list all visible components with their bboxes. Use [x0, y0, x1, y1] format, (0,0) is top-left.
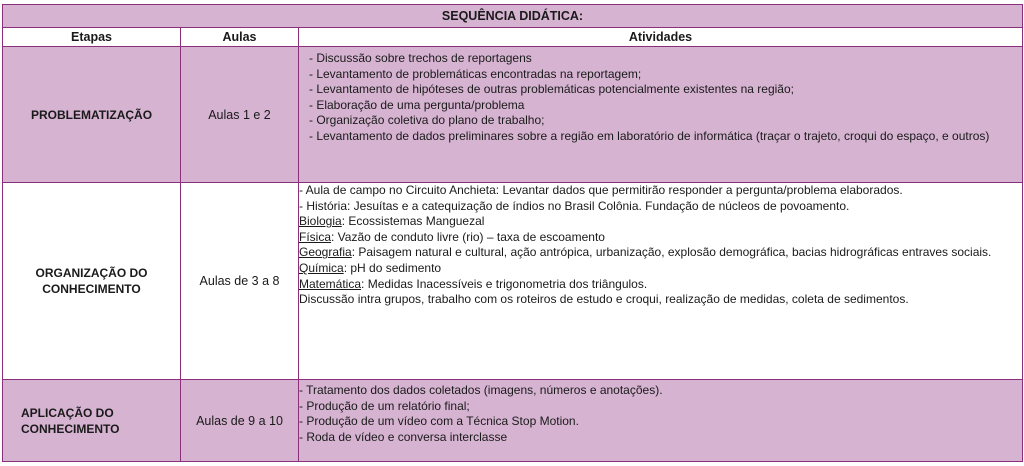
sequencia-didatica-table	[2, 4, 1023, 462]
header-atividades: Atividades	[299, 28, 1023, 47]
activity-item-geografia	[299, 245, 1022, 261]
table-row-problematizacao	[3, 47, 1023, 183]
etapa-cell	[3, 380, 181, 462]
header-etapas: Etapas	[3, 28, 181, 47]
activity-item-historia: - História: Jesuítas e a catequização de índios no Brasil Colônia. Fundação de núcleos de povoamento.	[299, 198, 850, 213]
header-aulas: Aulas	[181, 28, 299, 47]
table-title-row	[3, 5, 1023, 28]
activity-item-discussao: Discussão intra grupos, trabalho com os roteiros de estudo e croqui, realização de medidas, coleta de sedimentos.	[299, 292, 909, 307]
subject-text: : Paisagem natural e cultural, ação antrópica, urbanização, explosão demográfica, bacias hidrográficas entraves sociais.	[351, 245, 992, 260]
activity-item: - Levantamento de dados preliminares sobre a região em laboratório de informática (traçar o trajeto, croqui do espaço, e outros)	[309, 128, 990, 143]
activity-item: - Elaboração de uma pergunta/problema	[309, 97, 525, 112]
aulas-cell: Aulas de 3 a 8	[181, 183, 299, 380]
atividades-cell	[299, 47, 1023, 183]
etapa-label-line2: CONHECIMENTO	[21, 421, 120, 436]
activity-item-campo: - Aula de campo no Circuito Anchieta: Levantar dados que permitirão responder a pergunta/problema elaborados.	[299, 183, 903, 197]
etapa-label-line2: CONHECIMENTO	[42, 282, 141, 296]
activity-item: - Produção de um vídeo com a Técnica Stop Motion.	[299, 414, 579, 429]
atividades-cell	[299, 183, 1023, 380]
table-title: SEQUÊNCIA DIDÁTICA:	[3, 5, 1023, 28]
aulas-cell: Aulas 1 e 2	[181, 47, 299, 183]
subject-text: : pH do sedimento	[343, 260, 442, 275]
subject-text: : Vazão de conduto livre (rio) – taxa de escoamento	[331, 229, 605, 244]
table-header-row	[3, 28, 1023, 47]
subject-label: Matemática	[299, 276, 362, 291]
subject-label: Biologia	[299, 214, 342, 229]
subject-text: : Ecossistemas Manguezal	[341, 214, 485, 229]
subject-text: : Medidas Inacessíveis e trigonometria dos triângulos.	[361, 276, 648, 291]
activity-item: - Levantamento de hipóteses de outras problemáticas potencialmente existentes na região;	[309, 82, 794, 97]
subject-label: Química	[299, 260, 344, 275]
activity-item: - Organização coletiva do plano de trabalho;	[309, 113, 545, 128]
activity-item-quimica	[299, 261, 1022, 277]
etapa-label-line1: APLICAÇÃO DO	[21, 405, 114, 420]
activity-item-matematica	[299, 277, 1022, 293]
etapa-cell	[3, 183, 181, 380]
etapa-label-line1: ORGANIZAÇÃO DO	[35, 266, 148, 280]
aulas-cell: Aulas de 9 a 10	[181, 380, 299, 462]
atividades-cell	[299, 380, 1023, 462]
table-row-organizacao	[3, 183, 1023, 380]
etapa-label: PROBLEMATIZAÇÃO	[30, 107, 153, 122]
activity-item: - Tratamento dos dados coletados (imagens, números e anotações).	[299, 383, 663, 397]
activity-item: - Roda de vídeo e conversa interclasse	[299, 429, 508, 444]
activity-item-fisica	[299, 230, 1022, 246]
activity-item: - Produção de um relatório final;	[299, 398, 470, 413]
activity-item: - Discussão sobre trechos de reportagens	[309, 51, 532, 65]
subject-label: Física	[299, 229, 332, 244]
subject-label: Geografia	[299, 245, 352, 260]
activity-item-biologia	[299, 214, 1022, 230]
etapa-cell	[3, 47, 181, 183]
activity-item: - Levantamento de problemáticas encontradas na reportagem;	[309, 66, 642, 81]
table-row-aplicacao	[3, 380, 1023, 462]
